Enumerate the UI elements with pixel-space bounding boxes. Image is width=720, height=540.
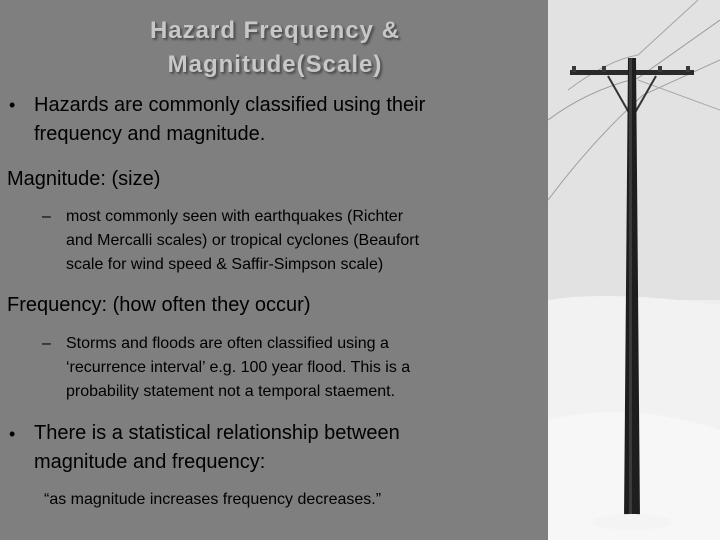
magnitude-detail-line-3: scale for wind speed & Saffir-Simpson scale) bbox=[66, 256, 384, 273]
intro-line-1: Hazards are commonly classified using their bbox=[34, 94, 426, 116]
frequency-detail-line-2: ‘recurrence interval’ e.g. 100 year flood. This is a bbox=[66, 359, 411, 376]
utility-pole-photo bbox=[548, 0, 720, 540]
frequency-detail-line-1: Storms and floods are often classified using a bbox=[66, 335, 389, 352]
bullet-dot-icon: • bbox=[9, 424, 16, 444]
slide-title-line-1: Hazard Frequency & bbox=[149, 17, 401, 44]
bullet-dot-icon: • bbox=[9, 95, 16, 115]
frequency-heading: Frequency: (how often they occur) bbox=[7, 294, 311, 316]
utility-pole-icon bbox=[548, 0, 720, 540]
magnitude-detail-line-2: and Mercalli scales) or tropical cyclones (Beaufort bbox=[66, 232, 420, 249]
relationship-line-2: magnitude and frequency: bbox=[34, 451, 266, 473]
intro-line-2: frequency and magnitude. bbox=[34, 123, 266, 145]
slide-title bbox=[40, 14, 510, 82]
relationship-quote: “as magnitude increases frequency decreases.” bbox=[44, 491, 382, 508]
dash-bullet-icon: – bbox=[42, 208, 51, 225]
dash-bullet-icon: – bbox=[42, 335, 51, 352]
slide-title-line-2: Magnitude(Scale) bbox=[167, 51, 383, 78]
magnitude-heading: Magnitude: (size) bbox=[7, 168, 161, 190]
frequency-detail-line-3: probability statement not a temporal staement. bbox=[66, 383, 396, 400]
magnitude-detail-line-1: most commonly seen with earthquakes (Richter bbox=[66, 208, 404, 225]
relationship-line-1: There is a statistical relationship between bbox=[34, 422, 400, 444]
